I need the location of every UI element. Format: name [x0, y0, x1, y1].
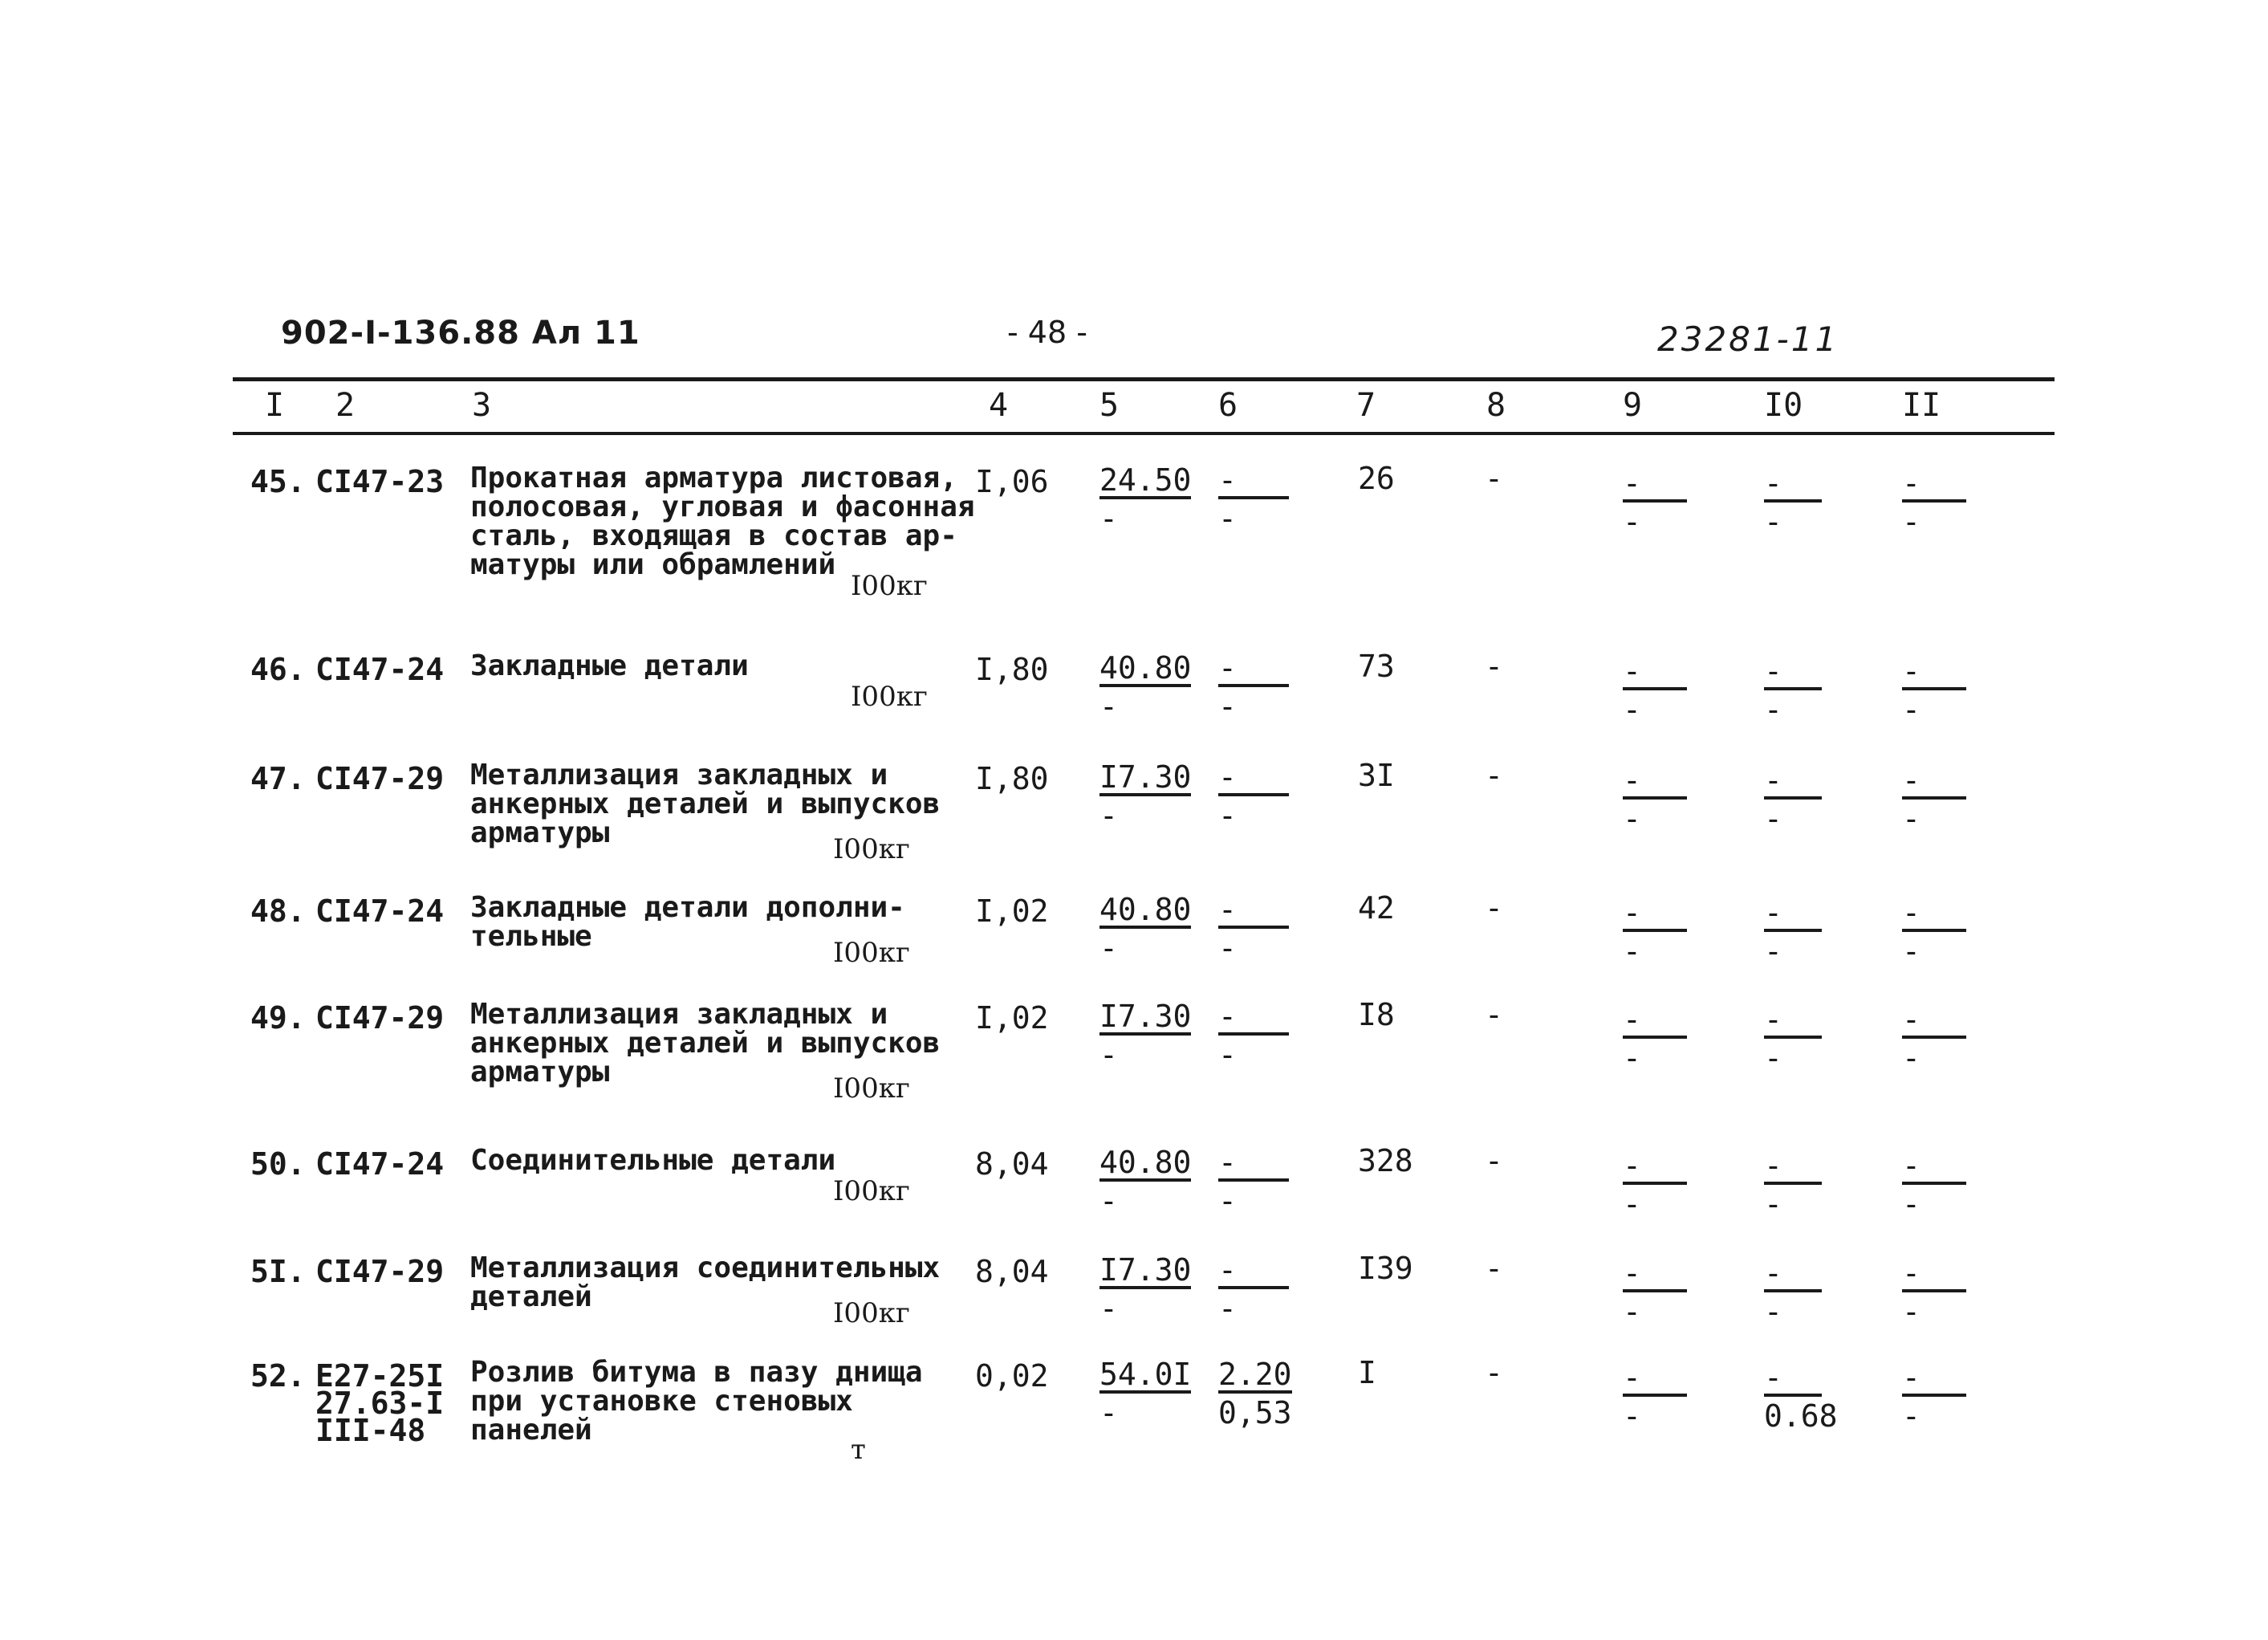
description-line: тельные: [470, 920, 592, 953]
column-11-value-numerator: -: [1902, 1003, 1966, 1039]
unit-cost-numerator: I7.30: [1099, 1252, 1192, 1288]
description-line: Закладные детали дополни-: [470, 891, 905, 924]
column-9-value-numerator: -: [1623, 1150, 1687, 1185]
column-9-value: [1623, 467, 1687, 538]
total-cost: I8: [1358, 997, 1395, 1032]
column-10-value-denominator: -: [1764, 504, 1782, 539]
machine-cost-denominator: -: [1218, 1291, 1237, 1326]
column-10-value-denominator: -: [1764, 1040, 1782, 1076]
machine-cost-numerator: -: [1218, 1146, 1289, 1182]
work-description: [470, 1146, 1000, 1175]
description-line: Закладные детали: [470, 649, 749, 682]
column-9-value-denominator: -: [1623, 692, 1641, 727]
machine-cost-numerator: -: [1218, 761, 1289, 796]
unit-cost: [1099, 761, 1191, 832]
column-10-value: [1764, 467, 1822, 538]
unit-cost-denominator: -: [1099, 1291, 1118, 1326]
column-number: 3: [472, 387, 492, 424]
quantity: 8,04: [975, 1146, 1049, 1182]
machine-cost-numerator: -: [1218, 1000, 1289, 1036]
description-line: матуры или обрамлений: [470, 548, 836, 581]
column-11-value-denominator: -: [1902, 1294, 1920, 1329]
column-10-value: [1764, 1003, 1822, 1074]
column-11-value: [1902, 1003, 1966, 1074]
column-10-value-numerator: -: [1764, 1003, 1822, 1039]
inventory-number: 23281-11: [1657, 319, 1839, 359]
column-10-value: [1764, 1257, 1822, 1328]
column-9-value-numerator: -: [1623, 897, 1687, 932]
machine-cost-denominator: -: [1218, 501, 1237, 536]
column-10-value-numerator: -: [1764, 655, 1822, 690]
estimate-code: CI47-29: [315, 1254, 445, 1289]
column-11-value: [1902, 897, 1966, 967]
column-11-value-denominator: -: [1902, 1398, 1920, 1434]
row-number: 5I.: [250, 1254, 306, 1289]
column-10-value-numerator: -: [1764, 1361, 1822, 1397]
column-10-value-numerator: -: [1764, 897, 1822, 932]
column-9-value: [1623, 1003, 1687, 1074]
unit-cost-denominator: -: [1099, 689, 1118, 724]
unit-of-measure: I00кг: [833, 833, 910, 865]
machine-cost-denominator: 0,53: [1218, 1395, 1292, 1430]
column-11-value-numerator: -: [1902, 1150, 1966, 1185]
work-description: [470, 761, 1000, 848]
machine-cost-denominator: -: [1218, 1037, 1237, 1072]
column-10-value-numerator: -: [1764, 467, 1822, 503]
page-number: - 48 -: [1007, 315, 1087, 350]
machine-cost-denominator: -: [1218, 1183, 1237, 1219]
unit-cost: [1099, 1358, 1191, 1429]
table-header-rule: [233, 432, 2055, 435]
column-9-value: [1623, 1257, 1687, 1328]
machine-cost-denominator: -: [1218, 798, 1237, 833]
row-number: 46.: [250, 652, 306, 687]
estimate-code: E27-25I: [315, 1358, 445, 1394]
column-11-value-numerator: -: [1902, 1361, 1966, 1397]
machine-cost: [1218, 652, 1289, 722]
unit-cost-denominator: -: [1099, 1183, 1118, 1219]
unit-of-measure: т: [851, 1434, 866, 1466]
column-10-value: [1764, 1361, 1838, 1432]
unit-of-measure: I00кг: [833, 1297, 910, 1329]
column-10-value-denominator: 0.68: [1764, 1398, 1838, 1434]
unit-cost: [1099, 893, 1191, 964]
description-line: панелей: [470, 1414, 592, 1447]
column-11-value: [1902, 1257, 1966, 1328]
unit-cost-denominator: -: [1099, 930, 1118, 966]
unit-of-measure: I00кг: [833, 1072, 910, 1105]
work-description: [470, 464, 1000, 580]
total-cost: I39: [1358, 1251, 1413, 1286]
total-cost: 26: [1358, 461, 1395, 496]
column-11-value: [1902, 1361, 1966, 1432]
estimate-code: CI47-29: [315, 761, 445, 796]
column-11-value-denominator: -: [1902, 1040, 1920, 1076]
column-11-value-denominator: -: [1902, 504, 1920, 539]
machine-cost-numerator: -: [1218, 464, 1289, 499]
estimate-code: CI47-24: [315, 652, 445, 687]
column-11-value-numerator: -: [1902, 655, 1966, 690]
total-cost: 73: [1358, 649, 1395, 684]
column-10-value-numerator: -: [1764, 764, 1822, 800]
column-9-value-denominator: -: [1623, 801, 1641, 836]
column-10-value-denominator: -: [1764, 1186, 1782, 1222]
total-cost: 3I: [1358, 758, 1395, 793]
column-9-value: [1623, 764, 1687, 835]
description-line: при установке стеновых: [470, 1385, 853, 1418]
machine-cost-numerator: 2.20: [1218, 1357, 1292, 1392]
machine-cost: [1218, 761, 1289, 832]
column-10-value: [1764, 1150, 1822, 1220]
estimate-code: III-48: [315, 1413, 426, 1448]
work-description: [470, 649, 1000, 682]
column-11-value-denominator: -: [1902, 934, 1920, 969]
column-9-value: [1623, 1361, 1687, 1432]
unit-cost-numerator: 54.0I: [1099, 1357, 1192, 1392]
column-11-value-denominator: -: [1902, 692, 1920, 727]
machine-cost: [1218, 1000, 1289, 1071]
description-line: деталей: [470, 1280, 592, 1313]
unit-cost-numerator: I7.30: [1099, 999, 1192, 1034]
column-11-value: [1902, 467, 1966, 538]
description-line: Соединительные детали: [470, 1144, 836, 1177]
unit-cost: [1099, 1254, 1191, 1325]
unit-cost-numerator: 40.80: [1099, 650, 1192, 686]
row-number: 45.: [250, 464, 306, 499]
total-cost: 328: [1358, 1143, 1413, 1178]
quantity: 0,02: [975, 1358, 1049, 1394]
description-line: Металлизация соединительных: [470, 1251, 941, 1284]
column-11-value-denominator: -: [1902, 801, 1920, 836]
unit-cost-numerator: 40.80: [1099, 1145, 1192, 1180]
column-number: I: [265, 387, 285, 424]
column-8-value: -: [1485, 890, 1503, 926]
column-8-value: -: [1485, 461, 1503, 496]
description-line: Металлизация закладных и: [470, 759, 888, 792]
column-number: 8: [1486, 387, 1506, 424]
row-number: 49.: [250, 1000, 306, 1036]
column-9-value: [1623, 897, 1687, 967]
estimate-code: CI47-24: [315, 893, 445, 929]
unit-cost-numerator: 24.50: [1099, 462, 1192, 498]
column-11-value-numerator: -: [1902, 1257, 1966, 1292]
column-8-value: -: [1485, 1251, 1503, 1286]
unit-cost-numerator: I7.30: [1099, 759, 1192, 795]
column-9-value-numerator: -: [1623, 1257, 1687, 1292]
column-11-value: [1902, 655, 1966, 726]
column-11-value: [1902, 1150, 1966, 1220]
column-9-value-denominator: -: [1623, 1398, 1641, 1434]
description-line: сталь, входящая в состав ар-: [470, 519, 957, 552]
machine-cost-numerator: -: [1218, 652, 1289, 687]
estimate-code: CI47-29: [315, 1000, 445, 1036]
column-number: II: [1902, 387, 1941, 424]
column-number: I0: [1764, 387, 1803, 424]
column-number: 5: [1099, 387, 1120, 424]
column-9-value: [1623, 1150, 1687, 1220]
table-top-rule: [233, 377, 2055, 381]
column-8-value: -: [1485, 1355, 1503, 1390]
column-10-value-denominator: -: [1764, 801, 1782, 836]
document-code: 902-I-136.88 Ал 11: [281, 315, 640, 352]
machine-cost: [1218, 893, 1289, 964]
column-10-value: [1764, 764, 1822, 835]
description-line: Металлизация закладных и: [470, 998, 888, 1031]
machine-cost-denominator: -: [1218, 930, 1237, 966]
quantity: 8,04: [975, 1254, 1049, 1289]
column-11-value-denominator: -: [1902, 1186, 1920, 1222]
column-10-value-denominator: -: [1764, 1294, 1782, 1329]
row-number: 47.: [250, 761, 306, 796]
column-9-value-denominator: -: [1623, 1294, 1641, 1329]
description-line: Розлив битума в пазу днища: [470, 1356, 923, 1389]
unit-of-measure: I00кг: [833, 937, 910, 969]
column-9-value-numerator: -: [1623, 764, 1687, 800]
unit-cost: [1099, 1146, 1191, 1217]
column-9-value-denominator: -: [1623, 1186, 1641, 1222]
unit-cost: [1099, 1000, 1191, 1071]
column-10-value-denominator: -: [1764, 934, 1782, 969]
column-11-value-numerator: -: [1902, 467, 1966, 503]
column-9-value-denominator: -: [1623, 504, 1641, 539]
quantity: I,02: [975, 1000, 1049, 1036]
estimate-code: CI47-24: [315, 1146, 445, 1182]
machine-cost-denominator: -: [1218, 689, 1237, 724]
unit-of-measure: I00кг: [833, 1175, 910, 1207]
machine-cost: [1218, 1254, 1289, 1325]
column-10-value: [1764, 655, 1822, 726]
column-8-value: -: [1485, 649, 1503, 684]
quantity: I,06: [975, 464, 1049, 499]
description-line: арматуры: [470, 1056, 610, 1089]
column-11-value: [1902, 764, 1966, 835]
column-9-value-denominator: -: [1623, 1040, 1641, 1076]
unit-cost-denominator: -: [1099, 798, 1118, 833]
unit-cost-denominator: -: [1099, 1395, 1118, 1430]
machine-cost-numerator: -: [1218, 1254, 1289, 1289]
machine-cost-numerator: -: [1218, 893, 1289, 929]
machine-cost: [1218, 1358, 1292, 1429]
unit-cost: [1099, 652, 1191, 722]
row-number: 52.: [250, 1358, 306, 1394]
column-number: 9: [1623, 387, 1643, 424]
unit-cost-numerator: 40.80: [1099, 892, 1192, 927]
unit-of-measure: I00кг: [851, 681, 928, 713]
quantity: I,80: [975, 761, 1049, 796]
column-8-value: -: [1485, 758, 1503, 793]
column-number: 7: [1356, 387, 1376, 424]
column-9-value-denominator: -: [1623, 934, 1641, 969]
column-number: 2: [335, 387, 356, 424]
column-8-value: -: [1485, 1143, 1503, 1178]
column-10-value: [1764, 897, 1822, 967]
total-cost: 42: [1358, 890, 1395, 926]
work-description: [470, 1358, 1000, 1445]
column-number: 6: [1218, 387, 1238, 424]
column-10-value-denominator: -: [1764, 692, 1782, 727]
column-number: 4: [989, 387, 1009, 424]
machine-cost: [1218, 464, 1289, 535]
unit-cost-denominator: -: [1099, 501, 1118, 536]
work-description: [470, 1000, 1000, 1087]
column-9-value-numerator: -: [1623, 1003, 1687, 1039]
column-9-value-numerator: -: [1623, 467, 1687, 503]
estimate-code: 27.63-I: [315, 1386, 445, 1421]
column-8-value: -: [1485, 997, 1503, 1032]
column-10-value-numerator: -: [1764, 1257, 1822, 1292]
column-9-value-numerator: -: [1623, 655, 1687, 690]
quantity: I,80: [975, 652, 1049, 687]
column-9-value-numerator: -: [1623, 1361, 1687, 1397]
description-line: арматуры: [470, 816, 610, 849]
machine-cost: [1218, 1146, 1289, 1217]
quantity: I,02: [975, 893, 1049, 929]
column-10-value-numerator: -: [1764, 1150, 1822, 1185]
unit-cost-denominator: -: [1099, 1037, 1118, 1072]
work-description: [470, 893, 1000, 951]
estimate-code: CI47-23: [315, 464, 445, 499]
description-line: Прокатная арматура листовая,: [470, 462, 957, 494]
column-11-value-numerator: -: [1902, 764, 1966, 800]
description-line: анкерных деталей и выпусков: [470, 1027, 941, 1060]
row-number: 50.: [250, 1146, 306, 1182]
description-line: анкерных деталей и выпусков: [470, 787, 941, 820]
row-number: 48.: [250, 893, 306, 929]
unit-of-measure: I00кг: [851, 570, 928, 602]
column-9-value: [1623, 655, 1687, 726]
total-cost: I: [1358, 1355, 1376, 1390]
column-11-value-numerator: -: [1902, 897, 1966, 932]
description-line: полосовая, угловая и фасонная: [470, 490, 975, 523]
unit-cost: [1099, 464, 1191, 535]
